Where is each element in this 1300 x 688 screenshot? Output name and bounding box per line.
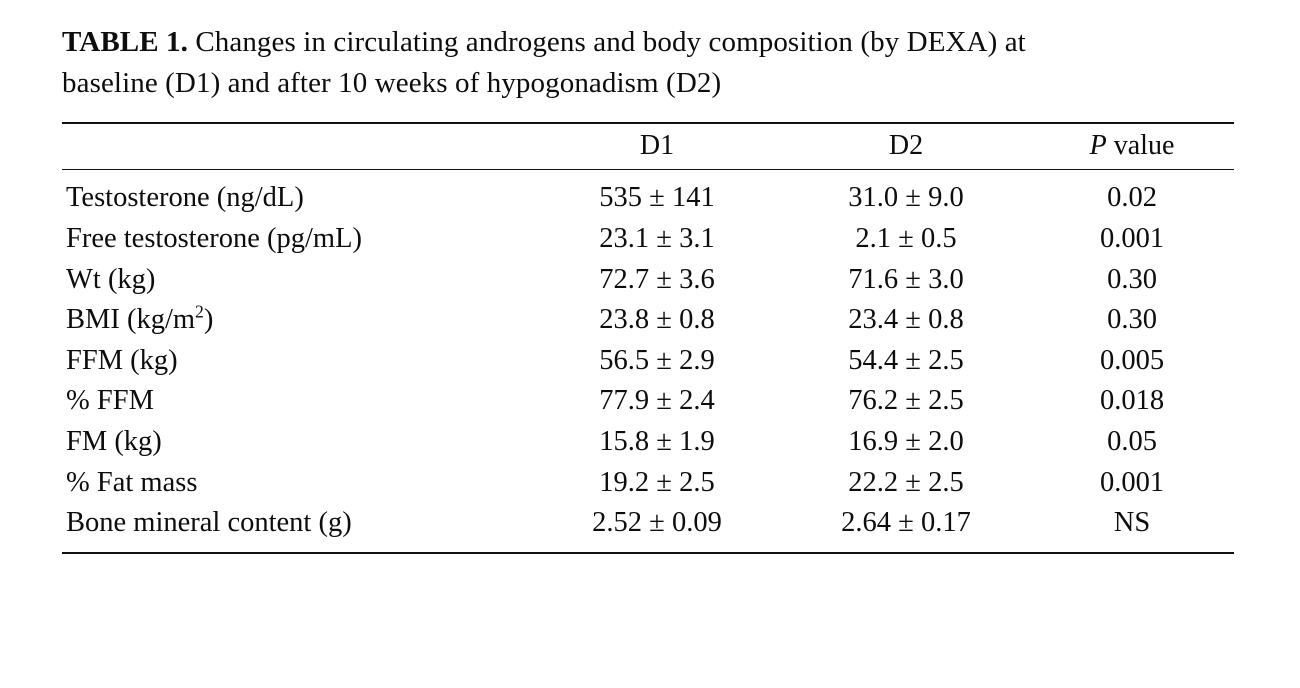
- row-p-value: 0.001: [1099, 222, 1165, 254]
- row-p-value: 0.30: [1107, 304, 1157, 336]
- row-label-tail: ): [203, 304, 214, 336]
- table-header-row: [62, 124, 1234, 170]
- row-p-value: 0.30: [1107, 263, 1157, 295]
- pvalue-header-rest: value: [1106, 130, 1175, 162]
- row-d1-value: 19.2 ± 2.5: [599, 466, 715, 498]
- table-caption-label: TABLE 1.: [62, 26, 188, 58]
- row-p-value: 0.05: [1107, 426, 1157, 457]
- row-d2-value: 31.0 ± 9.0: [848, 182, 964, 214]
- table-body: [62, 170, 1234, 554]
- row-d1-value: 15.8 ± 1.9: [599, 426, 715, 457]
- column-header-pvalue: [1030, 124, 1234, 170]
- row-d1-value: 56.5 ± 2.9: [599, 344, 715, 376]
- row-label: Wt (kg): [66, 263, 156, 295]
- row-p-value: 0.02: [1107, 182, 1157, 214]
- row-p-value: 0.018: [1099, 385, 1165, 417]
- row-d2-value: 76.2 ± 2.5: [848, 385, 964, 417]
- table-caption: [62, 22, 1127, 104]
- table-row: [62, 380, 1234, 421]
- column-header-blank: [62, 124, 532, 170]
- row-label-text: BMI (kg/m: [66, 304, 196, 336]
- pvalue-italic-p: P: [1089, 130, 1107, 162]
- row-label: % FFM: [66, 385, 154, 417]
- results-table: [62, 122, 1234, 553]
- column-header-d1: D1: [532, 124, 782, 170]
- row-p-value: 0.005: [1099, 344, 1165, 376]
- row-label: FFM (kg): [66, 344, 178, 376]
- table-row: [62, 259, 1234, 300]
- table-head: [62, 123, 1234, 170]
- table-row: [62, 421, 1234, 462]
- table-row: [62, 170, 1234, 218]
- row-d2-value: 54.4 ± 2.5: [848, 344, 964, 376]
- row-d1-value: 2.52 ± 0.09: [592, 507, 722, 539]
- row-d2-value: 2.64 ± 0.17: [841, 507, 971, 539]
- row-d1-value: 535 ± 141: [599, 182, 715, 214]
- row-d2-value: 16.9 ± 2.0: [848, 426, 964, 457]
- row-d2-value: 2.1 ± 0.5: [855, 222, 957, 254]
- row-p-value: NS: [1113, 507, 1151, 539]
- row-label: Free testosterone (pg/mL): [66, 222, 362, 254]
- table-row: [62, 502, 1234, 553]
- table-row: [62, 462, 1234, 503]
- row-d1-value: 23.1 ± 3.1: [599, 222, 715, 254]
- row-label-superscript: 2: [195, 301, 204, 322]
- row-label: Bone mineral content (g): [66, 507, 352, 539]
- row-p-value: 0.001: [1099, 466, 1165, 498]
- table-bottom-rule: [62, 553, 1234, 554]
- row-label: [62, 299, 532, 340]
- row-label: FM (kg): [66, 426, 162, 457]
- table-row: [62, 218, 1234, 259]
- row-d1-value: 23.8 ± 0.8: [599, 304, 715, 336]
- table-row: [62, 299, 1234, 340]
- table-caption-text: Changes in circulating androgens and body composition (by DEXA) at baseline (D1) and after 10 weeks of hypogonadism (D2): [62, 26, 1026, 100]
- row-label: % Fat mass: [66, 466, 198, 498]
- row-d1-value: 72.7 ± 3.6: [599, 263, 715, 295]
- table-row: [62, 340, 1234, 381]
- row-d2-value: 71.6 ± 3.0: [848, 263, 964, 295]
- row-label: Testosterone (ng/dL): [66, 182, 304, 214]
- row-d2-value: 22.2 ± 2.5: [848, 466, 964, 498]
- row-d1-value: 77.9 ± 2.4: [599, 385, 715, 417]
- column-header-d2: D2: [782, 124, 1030, 170]
- row-d2-value: 23.4 ± 0.8: [848, 304, 964, 336]
